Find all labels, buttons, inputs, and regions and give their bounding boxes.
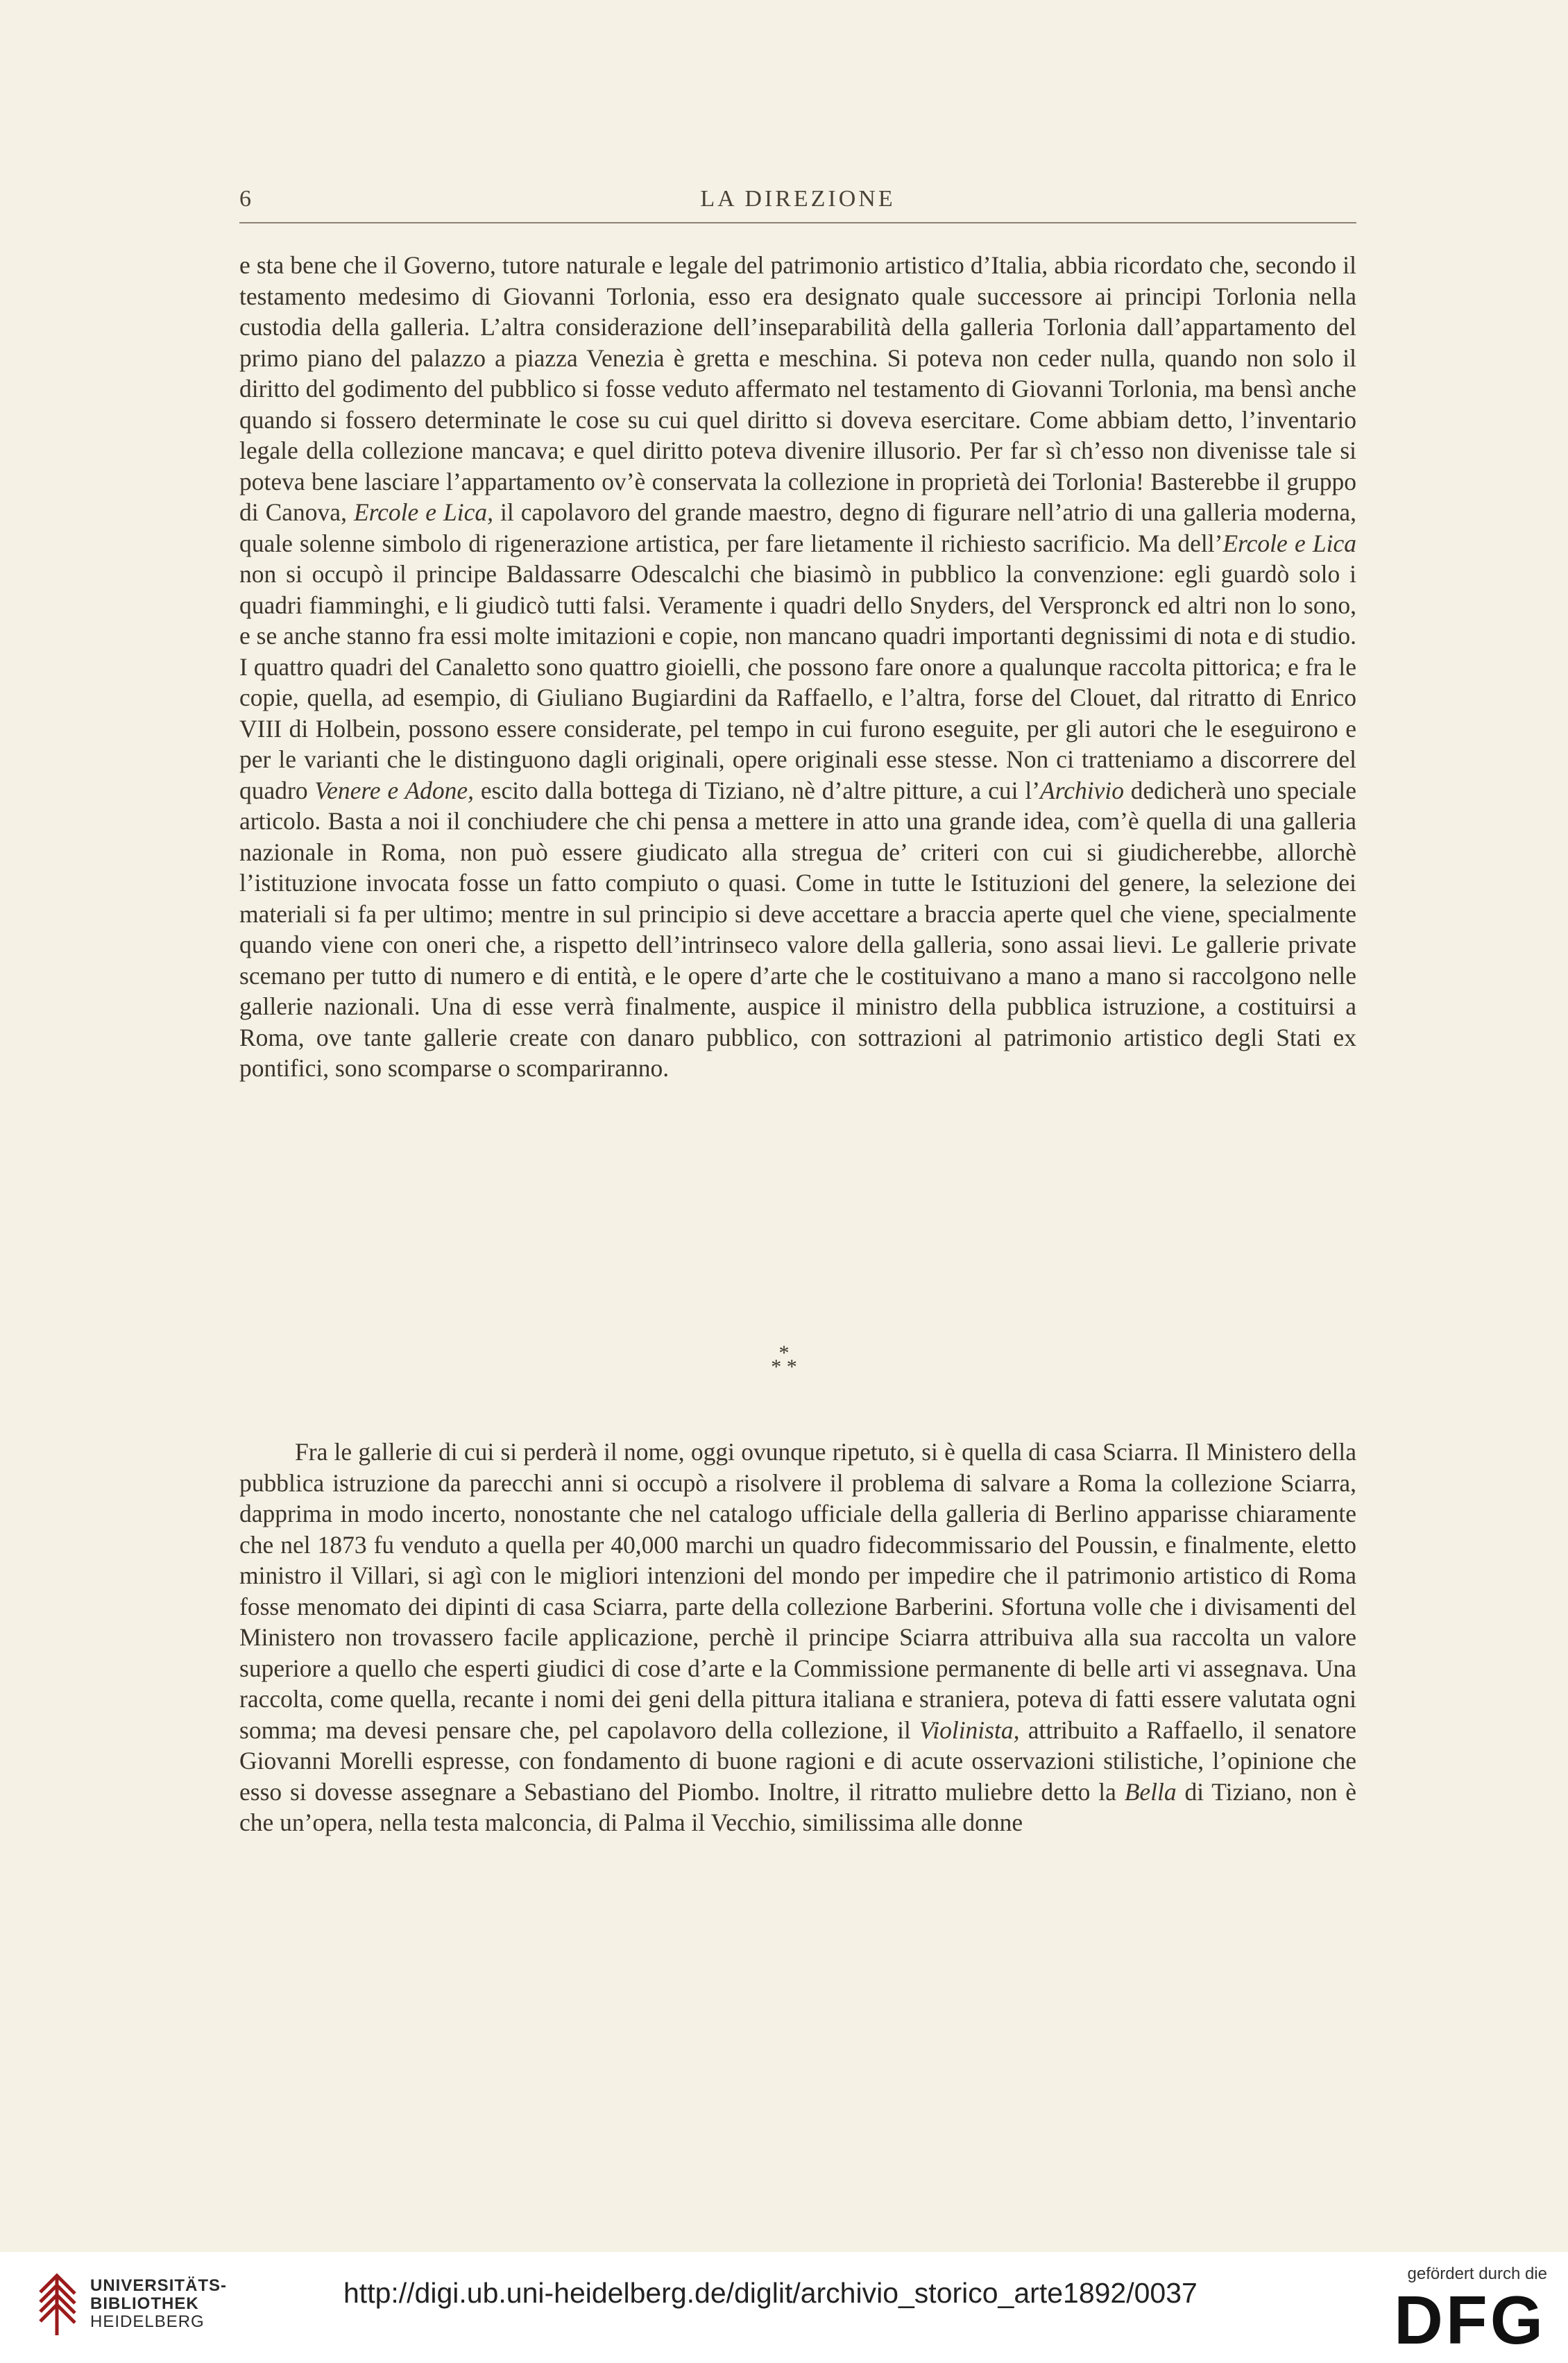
library-name-line-1: UNIVERSITÄTS- [90, 2276, 228, 2295]
body-paragraph-1 [239, 250, 1356, 1084]
text-segment: escito dalla bottega di Tiziano, nè d’altre pitture, a cui l’ [474, 776, 1041, 804]
italic-title-segment: Archivio [1040, 776, 1124, 804]
text-segment: Fra le gallerie di cui si perderà il nome, oggi ovunque ripetuto, si è quella di casa Sciarra. Il Ministero della pubblica istruzione da parecchi anni si occupò a risolvere il problema di salvare a Roma la collezione Sciarra, dapprima in modo incerto, nonostante che nel catalogo ufficiale della galleria di Berlino apparisse chiaramente che nel 1873 fu venduto a quella per 40,000 marchi un quadro fidecommissario del Poussin, e finalmente, eletto ministro il Villari, si agì con le migliori intenzioni del mondo per impedire che il patrimonio artistico di Roma fosse menomato dei dipinti di casa Sciarra, parte della collezione Barberini. Sfortuna volle che i divisamenti del Ministero non trovassero facile applicazione, perchè il principe Sciarra attribuiva alla sua raccolta un valore superiore a quello che esperti giudici di cose d’arte e la Commissione permanente di belle arti vi assegnava. Una raccolta, come quella, recante i nomi dei geni della pittura italiana e straniera, poteva di fatti essere valutata ogni somma; ma devesi pensare che, pel capolavoro della collezione, il [239, 1438, 1356, 1744]
text-segment: non si occupò il principe Baldassarre Odescalchi che biasimò in pubblico la convenzione: egli guardò solo i quadri fiamminghi, e li giudicò tutti falsi. Veramente i quadri dello Snyders, del Verspronck ed altri non lo sono, e se anche stanno fra essi molte imitazioni e copie, non mancano quadri importanti degnissimi di nota e di studio. I quattro quadri del Canaletto sono quattro gioielli, che possono fare onore a qualunque raccolta pittorica; e fra le copie, quella, ad esempio, di Giuliano Bugiardini da Raffaello, e l’altra, forse del Clouet, dal ritratto di Enrico VIII di Holbein, possono essere considerate, pel tempo in cui furono eseguite, per gli autori che le eseguirono e per le varianti che le distinguono dagli originali, opere originali esse stesse. Non ci tratteniamo a discorrere del quadro [239, 560, 1356, 804]
permalink-url[interactable]: http://digi.ub.uni-heidelberg.de/diglit/archivio_storico_arte1892/0037 [343, 2277, 1198, 2309]
text-segment: dedicherà uno speciale articolo. Basta a noi il conchiudere che chi pensa a mettere in atto una grande idea, com’è quella di una galleria nazionale in Roma, non può essere giudicato alla stregua de’ criteri con cui si giudicherebbe, allorchè l’istituzione invocata fosse un fatto compiuto o quasi. Come in tutte le Istituzioni del genere, la selezione dei materiali si fa per ultimo; mentre in sul principio si deve accettare a braccia aperte quel che viene, specialmente quando viene con oneri che, a rispetto dell’intrinseco valore della galleria, sono assai lievi. Le gallerie private scemano per tutto di numero e di entità, e le opere d’arte che le costituivano a mano a mano si raccolgono nelle gallerie nazionali. Una di esse verrà finalmente, auspice il ministro della pubblica istruzione, a costituirsi a Roma, ove tante gallerie create con danaro pubblico, con sottrazioni al patrimonio artistico degli Stati ex pontifici, sono scomparse o scompariranno. [239, 776, 1356, 1082]
italic-title-segment: Ercole e Lica, [353, 498, 494, 526]
digitization-footer [0, 2252, 1568, 2363]
section-asterism: * * * [771, 1341, 797, 1378]
text-segment: attribuito a Raffaello, il senatore Giovanni Morelli espresse, con fondamento di buone ragioni e di acute osservazioni stilistiche, l’opinione che esso si dovesse assegnare a Sebastiano del Piombo. Inoltre, il ritratto muliebre detto la [239, 1716, 1356, 1806]
text-segment: il capolavoro del grande maestro, degno di figurare nell’atrio di una galleria moderna, quale solenne simbolo di rigenerazione artistica, per fare lietamente il richiesto sacrificio. Ma dell’ [239, 498, 1356, 557]
italic-title-segment: Ercole e Lica [1222, 529, 1356, 557]
text-segment: di Tiziano, non è che un’opera, nella testa malconcia, di Palma il Vecchio, similissima alle donne [239, 1777, 1356, 1836]
italic-title-segment: Bella [1124, 1777, 1177, 1806]
page-number: 6 [239, 186, 254, 212]
library-name-line-3: HEIDELBERG [90, 2312, 205, 2331]
library-name [90, 2277, 227, 2331]
italic-title-segment: Venere e Adone, [314, 776, 475, 804]
university-library-logo-icon [36, 2271, 79, 2338]
text-segment: e sta bene che il Governo, tutore naturale e legale del patrimonio artistico d’Italia, abbia ricordato che, secondo il testamento medesimo di Giovanni Torlonia, esso era designato quale successore ai principi Torlonia nella custodia della galleria. L’altra considerazione dell’inseparabilità della galleria Torlonia dall’appartamento del primo piano del palazzo a piazza Venezia è gretta e meschina. Si poteva non ceder nulla, quando non solo il diritto del godimento del pubblico si fosse veduto affermato nel testamento di Giovanni Torlonia, ma bensì anche quando si fossero determinate le cose su cui quel diritto si doveva esercitare. Come abbiam detto, l’inventario legale della collezione mancava; e quel diritto poteva divenire illusorio. Per far sì ch’esso non divenisse tale si poteva bene lasciare l’appartamento ov’è conservata la collezione in proprietà dei Torlonia! Basterebbe il gruppo di Canova, [239, 251, 1356, 526]
running-header [239, 186, 1356, 221]
running-title: LA DIREZIONE [700, 186, 896, 212]
funded-by-label: gefördert durch die [1407, 2264, 1547, 2283]
body-paragraph-2 [239, 1437, 1356, 1838]
library-name-line-2: BIBLIOTHEK [90, 2294, 199, 2313]
header-rule [239, 222, 1356, 223]
dfg-logo-icon: DFG [1394, 2282, 1546, 2358]
italic-title-segment: Violinista, [919, 1716, 1020, 1744]
